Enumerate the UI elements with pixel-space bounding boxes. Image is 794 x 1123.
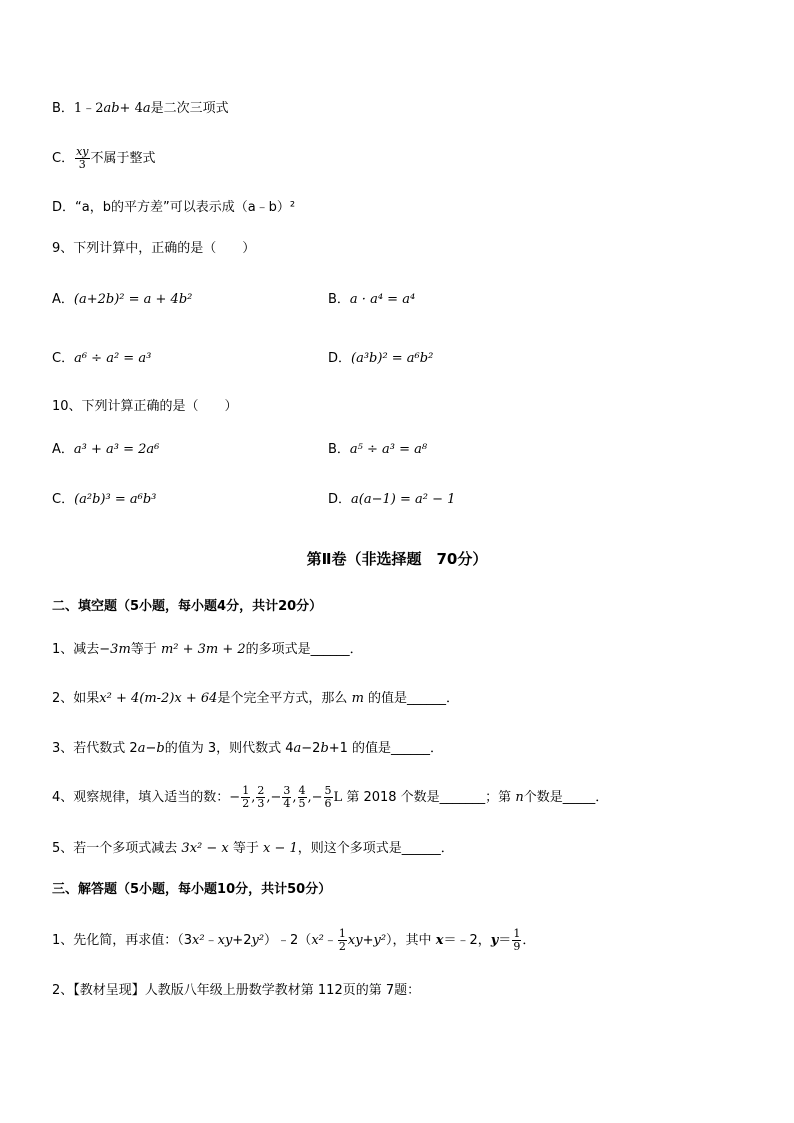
text: − bbox=[145, 741, 157, 756]
fraction-numerator: 1 bbox=[338, 927, 346, 940]
fraction-denominator: 4 bbox=[283, 797, 291, 810]
fraction-numerator: 1 bbox=[242, 784, 250, 797]
option-expr: (a+2b)² = a + 4b² bbox=[73, 292, 193, 307]
solve-section-heading: 三、解答题（5小题，每小题10分，共计50分） bbox=[52, 882, 332, 897]
text: ＝ bbox=[498, 933, 512, 948]
expr-part: + 4 bbox=[119, 101, 143, 116]
fraction-denominator: 3 bbox=[78, 158, 86, 171]
comma-minus: ,− bbox=[266, 790, 282, 805]
expr: −3m bbox=[99, 642, 131, 657]
text: 2、如果 bbox=[52, 691, 100, 706]
text: 4、观察规律，填入适当的数： bbox=[52, 790, 230, 805]
fraction bbox=[282, 785, 291, 810]
q9-option-a bbox=[52, 291, 192, 309]
text: 1、先化简，再求值：（3 bbox=[52, 933, 193, 948]
option-label: D． bbox=[328, 492, 352, 507]
expr: x² bbox=[311, 933, 324, 948]
expr: 3x² − x bbox=[181, 841, 229, 856]
expr-var: x bbox=[435, 933, 444, 948]
fill-q5 bbox=[52, 840, 454, 858]
fraction-denominator: 2 bbox=[338, 940, 346, 953]
text: 等于 bbox=[232, 841, 259, 856]
text: 的值为 3，则代数式 4 bbox=[164, 741, 294, 756]
text: + bbox=[362, 933, 374, 948]
q10-option-b bbox=[328, 441, 427, 459]
expr: y² bbox=[251, 933, 265, 948]
option-label: D． bbox=[52, 200, 76, 215]
expr: x − 1 bbox=[263, 841, 298, 856]
expr-var: b bbox=[320, 741, 329, 756]
q10-option-a bbox=[52, 441, 159, 459]
q10-stem: 10、下列计算正确的是（ ） bbox=[52, 399, 238, 414]
text: ），其中 bbox=[386, 933, 432, 948]
expr-var: y bbox=[490, 933, 499, 948]
fraction-numerator: 4 bbox=[298, 784, 306, 797]
expr-var: a bbox=[137, 741, 146, 756]
option-expr: (a²b)³ = a⁶b³ bbox=[74, 492, 157, 507]
fraction-denominator: 3 bbox=[257, 797, 265, 810]
option-label: C． bbox=[52, 151, 75, 166]
option-text: 不属于整式 bbox=[90, 151, 156, 166]
fill-q4 bbox=[52, 783, 608, 813]
text: 的值是______． bbox=[368, 691, 460, 706]
fraction bbox=[324, 785, 333, 810]
q9-stem: 9、下列计算中，正确的是（ ） bbox=[52, 241, 256, 256]
text: +2 bbox=[232, 933, 252, 948]
solve-q1 bbox=[52, 926, 535, 956]
fraction bbox=[338, 928, 347, 953]
text: 的多项式是______． bbox=[245, 642, 363, 657]
text: 是个完全平方式，那么 bbox=[217, 691, 348, 706]
option-expr: (a³b)² = a⁶b² bbox=[351, 351, 434, 366]
expr: x² bbox=[192, 933, 205, 948]
expr-var: n bbox=[515, 790, 524, 805]
fill-section-heading: 二、填空题（5小题，每小题4分，共计20分） bbox=[52, 599, 323, 614]
text: ，则这个多项式是______． bbox=[297, 841, 454, 856]
q8-option-b bbox=[52, 100, 229, 118]
fraction bbox=[512, 928, 521, 953]
text: ﹣ bbox=[323, 933, 337, 948]
fraction-numerator: 2 bbox=[257, 784, 265, 797]
fill-q2 bbox=[52, 690, 459, 708]
expr: xy bbox=[347, 933, 363, 948]
q10-option-d bbox=[328, 491, 455, 509]
fraction-denominator: 2 bbox=[242, 797, 250, 810]
comma-minus: ,− bbox=[307, 790, 323, 805]
text: ＝﹣2， bbox=[443, 933, 491, 948]
option-expr: a⁶ ÷ a² = a³ bbox=[74, 351, 152, 366]
option-label: B． bbox=[328, 442, 350, 457]
q8-option-c bbox=[52, 146, 156, 171]
text: 5、若一个多项式减去 bbox=[52, 841, 178, 856]
ellipsis: L bbox=[333, 790, 343, 805]
text: 1、减去 bbox=[52, 642, 100, 657]
q9-option-c bbox=[52, 350, 151, 368]
expr-var: a bbox=[293, 741, 302, 756]
fraction bbox=[298, 785, 307, 810]
q10-option-c bbox=[52, 491, 156, 509]
expr: xy bbox=[217, 933, 233, 948]
expr: m² + 3m + 2 bbox=[160, 642, 246, 657]
q9-option-b bbox=[328, 291, 415, 309]
minus-sign: − bbox=[229, 790, 241, 805]
fraction bbox=[256, 785, 265, 810]
comma: , bbox=[292, 790, 297, 805]
expr-part: 1﹣2 bbox=[73, 101, 104, 116]
fraction bbox=[75, 146, 89, 171]
option-label: C． bbox=[52, 492, 75, 507]
option-label: C． bbox=[52, 351, 75, 366]
text: ﹣ bbox=[204, 933, 218, 948]
fraction-numerator: 3 bbox=[283, 784, 291, 797]
fill-q1 bbox=[52, 641, 363, 659]
fraction-numerator: 1 bbox=[513, 927, 521, 940]
option-expr: a⁵ ÷ a³ = a⁸ bbox=[349, 442, 428, 457]
option-label: D． bbox=[328, 351, 352, 366]
option-label: B． bbox=[328, 292, 350, 307]
solve-q2: 2、【教材呈现】人教版八年级上册数学教材第 112页的第 7题： bbox=[52, 983, 421, 998]
expr-var: a bbox=[142, 101, 151, 116]
option-label: A． bbox=[52, 292, 74, 307]
option-expr: a³ + a³ = 2a⁶ bbox=[73, 442, 160, 457]
text: +1 的值是______． bbox=[328, 741, 444, 756]
option-text: “a，b的平方差”可以表示成（a﹣b）² bbox=[75, 200, 296, 215]
option-text: 是二次三项式 bbox=[150, 101, 229, 116]
text: ）﹣2（ bbox=[264, 933, 312, 948]
expr-var: ab bbox=[103, 101, 120, 116]
q9-option-d bbox=[328, 350, 433, 368]
option-label: B． bbox=[52, 101, 74, 116]
fraction bbox=[241, 785, 250, 810]
option-expr: a(a−1) = a² − 1 bbox=[351, 492, 456, 507]
expr-var: m bbox=[351, 691, 364, 706]
part-ii-title: 第Ⅱ卷（非选择题 70分） bbox=[306, 550, 488, 568]
fill-q3 bbox=[52, 740, 443, 758]
expr: y² bbox=[373, 933, 387, 948]
expr: x² + 4(m-2)x + 64 bbox=[99, 691, 218, 706]
fraction-numerator: xy bbox=[76, 145, 89, 158]
text: 3、若代数式 2 bbox=[52, 741, 138, 756]
fraction-numerator: 5 bbox=[324, 784, 332, 797]
fraction-denominator: 9 bbox=[513, 940, 521, 953]
q8-option-d bbox=[52, 199, 295, 217]
fraction-denominator: 5 bbox=[298, 797, 306, 810]
option-expr: a · a⁴ = a⁴ bbox=[349, 292, 416, 307]
text: 个数是_____． bbox=[523, 790, 609, 805]
fraction-denominator: 6 bbox=[324, 797, 332, 810]
text: ． bbox=[522, 933, 536, 948]
option-label: A． bbox=[52, 442, 74, 457]
text: 第 2018 个数是_______；第 bbox=[346, 790, 512, 805]
text: −2 bbox=[301, 741, 321, 756]
expr-var: b bbox=[156, 741, 165, 756]
comma: , bbox=[251, 790, 256, 805]
text: 等于 bbox=[130, 642, 157, 657]
